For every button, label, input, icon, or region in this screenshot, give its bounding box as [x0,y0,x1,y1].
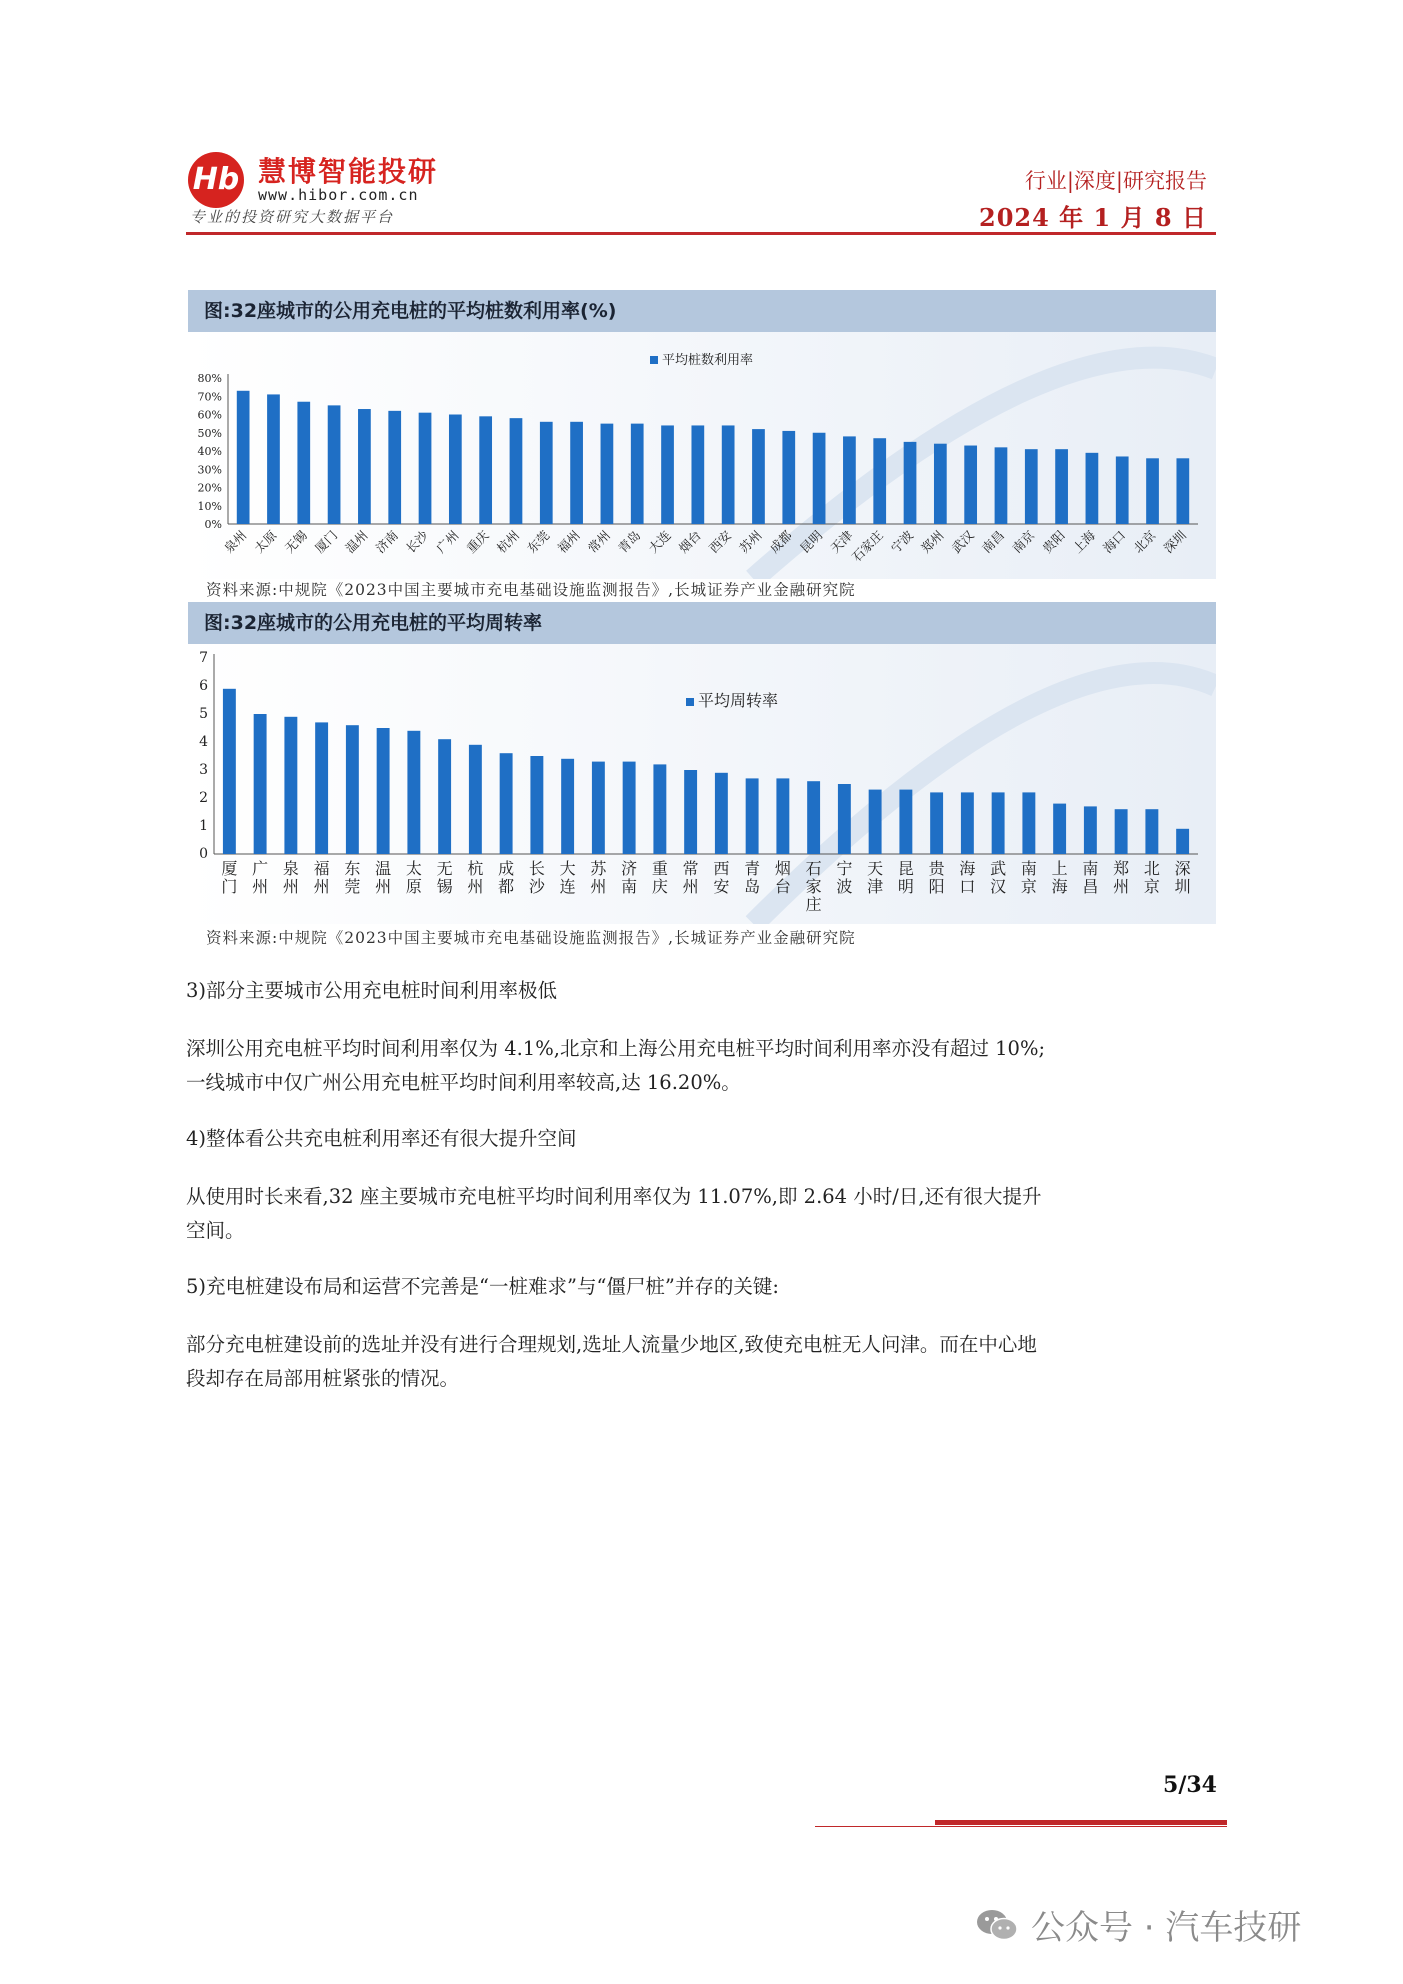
x-tick-label: 广 [252,859,269,878]
bar [653,764,666,854]
header-divider [186,232,1216,235]
x-tick-label: 重 [651,859,668,878]
x-tick-label: 泉 [282,859,299,878]
x-tick-label: 南 [1020,859,1037,878]
x-tick-label: 原 [405,877,422,896]
x-tick-label: 南 [1082,859,1099,878]
x-tick-label: 成都 [766,527,795,556]
x-tick-label: 长沙 [402,527,432,556]
x-tick-label: 太 [405,859,422,878]
wechat-icon [975,1907,1019,1943]
x-tick-label: 州 [313,877,330,896]
bar [661,425,674,524]
x-tick-label: 贵 [928,859,945,878]
x-tick-label: 庄 [805,895,822,914]
bar [746,778,759,854]
figure1-source: 资料来源:中规院《2023中国主要城市充电基础设施监测报告》,长城证券产业金融研究院 [206,581,856,599]
x-tick-label: 大 [559,859,576,878]
bar [722,425,735,524]
x-tick-label: 汉 [990,877,1007,896]
bar [1084,806,1097,854]
x-tick-label: 烟 [774,859,791,878]
x-tick-label: 贵阳 [1039,527,1068,556]
section3-line2: 一线城市中仅广州公用充电桩平均时间利用率较高,达 16.20%。 [186,1071,741,1094]
x-tick-label: 海 [959,859,976,878]
bar [223,689,236,854]
x-tick-label: 沙 [528,877,545,896]
x-tick-label: 青 [744,859,761,878]
x-tick-label: 京 [1020,877,1037,896]
bar [623,762,636,854]
x-tick-label: 阳 [928,877,945,896]
y-tick-label: 2 [199,790,208,806]
x-tick-label: 重庆 [463,527,492,556]
bar [469,745,482,854]
section4-line1: 从使用时长来看,32 座主要城市充电桩平均时间利用率仅为 11.07%,即 2.64 小时/日,还有很大提升 [186,1185,1042,1208]
bar [1176,458,1189,524]
bar [419,413,432,524]
x-tick-label: 南京 [1009,527,1038,556]
x-tick-label: 天 [867,859,884,878]
report-category: 行业|深度|研究报告 [1024,169,1207,193]
y-tick-label: 5 [199,706,208,722]
bar [358,409,371,524]
bar [346,725,359,854]
bar [254,714,267,854]
section5-heading: 5)充电桩建设布局和运营不完善是“一桩难求”与“僵尸桩”并存的关键: [186,1275,779,1298]
bar [479,416,492,524]
bar [510,418,523,524]
bar [407,731,420,854]
x-tick-label: 门 [221,877,238,896]
bar [869,790,882,854]
y-tick-label: 40% [197,445,222,458]
x-tick-label: 连 [559,877,576,896]
x-tick-label: 州 [682,877,699,896]
chart1-svg [188,332,1216,579]
y-tick-label: 7 [199,650,208,666]
x-tick-label: 大连 [645,527,674,556]
x-tick-label: 天津 [827,527,856,556]
bar [438,739,451,854]
bar [267,394,280,524]
x-tick-label: 泉州 [220,527,250,556]
logo-url: www.hibor.com.cn [258,186,419,204]
bar [776,778,789,854]
bar [934,444,947,524]
x-tick-label: 长 [528,859,545,878]
y-tick-label: 1 [199,818,208,834]
bar [631,424,644,524]
bar [530,756,543,854]
y-tick-label: 80% [197,372,222,385]
x-tick-label: 东 [344,859,361,878]
x-tick-label: 苏州 [736,527,765,556]
bar [684,770,697,854]
footer-rule [815,1826,1227,1827]
x-tick-label: 津 [867,877,884,896]
x-tick-label: 京 [1143,877,1160,896]
footer-rule-thick [935,1820,1227,1825]
x-tick-label: 州 [252,877,269,896]
figure1-chart [188,332,1216,579]
x-tick-label: 常 [682,859,699,878]
x-tick-label: 海 [1051,877,1068,896]
y-tick-label: 20% [197,481,222,495]
bar [449,415,462,525]
x-tick-label: 上 [1051,859,1068,878]
x-tick-label: 昆 [897,859,914,878]
x-tick-label: 圳 [1174,877,1191,896]
bar [388,411,401,524]
chart2-svg [188,644,1216,924]
y-tick-label: 0 [199,846,208,862]
section5-line1: 部分充电桩建设前的选址并没有进行合理规划,选址人流量少地区,致使充电桩无人问津。而在中心地 [186,1333,1037,1356]
logo-slogan: 专业的投资研究大数据平台 [190,208,395,226]
y-tick-label: 6 [199,678,208,694]
x-tick-label: 厦 [221,859,238,878]
watermark-text: 公众号 · 汽车技研 [1031,1908,1302,1948]
x-tick-label: 海口 [1100,527,1129,556]
bar [838,784,851,854]
x-tick-label: 青岛 [615,527,644,556]
page-number: 5/34 [1163,1772,1217,1798]
figure2-source: 资料来源:中规院《2023中国主要城市充电基础设施监测报告》,长城证券产业金融研究院 [206,929,856,947]
bar [1115,809,1128,854]
y-tick-label: 50% [197,426,222,440]
x-tick-label: 广州 [433,527,462,556]
bar [992,792,1005,854]
x-tick-label: 家 [805,877,822,896]
x-tick-label: 州 [375,877,392,896]
x-tick-label: 石 [805,859,822,878]
y-tick-label: 60% [197,408,222,422]
x-tick-label: 东莞 [524,527,553,556]
bar [873,438,886,524]
x-tick-label: 南昌 [978,527,1008,556]
bar [1086,453,1099,524]
bar [284,717,297,854]
x-tick-label: 温 [375,859,392,878]
bar [1116,456,1129,524]
bar [930,792,943,854]
x-tick-label: 西 [713,859,730,878]
bar [961,792,974,854]
x-tick-label: 岛 [744,877,761,896]
logo-name: 慧博智能投研 [258,155,439,188]
x-tick-label: 苏 [590,859,607,878]
x-tick-label: 州 [590,877,607,896]
bar [964,446,977,524]
bar [807,781,820,854]
hibor-logo-icon: Hb [188,152,244,208]
x-tick-label: 宁 [836,859,853,878]
x-tick-label: 深圳 [1160,527,1189,556]
section4-heading: 4)整体看公共充电桩利用率还有很大提升空间 [186,1127,577,1150]
legend-label: 平均桩数利用率 [662,353,754,368]
x-tick-label: 宁波 [887,527,917,556]
x-tick-label: 州 [282,877,299,896]
bar [377,728,390,854]
x-tick-label: 口 [959,877,976,896]
bar [1053,804,1066,854]
x-tick-label: 福 [313,859,330,878]
x-tick-label: 明 [897,877,914,896]
y-tick-label: 70% [197,390,222,404]
x-tick-label: 上海 [1069,527,1099,556]
x-tick-label: 州 [1113,877,1130,896]
bar [752,429,765,524]
figure1-caption: 图:32座城市的公用充电桩的平均桩数利用率(%) [188,290,1216,332]
legend-swatch [686,698,694,706]
bar [899,790,912,854]
report-date: 2024 年 1 月 8 日 [979,203,1207,232]
y-tick-label: 30% [197,463,222,477]
x-tick-label: 莞 [344,877,361,896]
watermark [975,1900,1301,1949]
bar [297,402,310,524]
x-tick-label: 昆明 [796,527,826,556]
x-tick-label: 深 [1174,859,1191,878]
x-tick-label: 福州 [554,527,583,556]
x-tick-label: 南 [621,877,638,896]
x-tick-label: 波 [836,877,853,896]
y-tick-label: 4 [199,734,208,750]
section3-line1: 深圳公用充电桩平均时间利用率仅为 4.1%,北京和上海公用充电桩平均时间利用率亦没有超过 10%; [186,1037,1046,1060]
x-tick-label: 济南 [372,527,401,556]
x-tick-label: 锡 [436,877,453,896]
bar [1025,449,1038,524]
x-tick-label: 常州 [584,527,614,556]
bar [1176,829,1189,854]
bar [782,431,795,524]
figure2-caption: 图:32座城市的公用充电桩的平均周转率 [188,602,1216,644]
bar [843,436,856,524]
x-tick-label: 济 [621,859,638,878]
x-tick-label: 安 [713,877,730,896]
x-tick-label: 温州 [342,527,371,556]
x-tick-label: 武 [990,859,1007,878]
bar [1055,449,1068,524]
section4-line2: 空间。 [186,1219,245,1242]
x-tick-label: 昌 [1082,877,1099,896]
bar [561,759,574,854]
bar [1146,458,1159,524]
x-tick-label: 成 [498,859,515,878]
legend-swatch [650,356,658,364]
y-tick-label: 0% [204,518,222,531]
y-tick-label: 10% [197,499,222,513]
x-tick-label: 郑州 [918,527,947,556]
x-tick-label: 州 [467,877,484,896]
x-tick-label: 北 [1143,859,1160,878]
bar [1145,809,1158,854]
bar [995,447,1008,524]
bar [570,422,583,524]
x-tick-label: 太原 [251,527,280,556]
x-tick-label: 北京 [1130,527,1159,556]
x-tick-label: 武汉 [948,527,977,556]
x-tick-label: 厦门 [311,527,341,556]
section5-line2: 段却存在局部用桩紧张的情况。 [186,1367,460,1390]
bar [691,425,704,524]
bar [904,442,917,524]
x-tick-label: 烟台 [675,527,704,556]
bar [1022,792,1035,854]
figure2-chart [188,644,1216,924]
x-tick-label: 石家庄 [848,527,886,565]
x-tick-label: 都 [498,877,515,896]
x-tick-label: 庆 [651,877,668,896]
x-tick-label: 台 [774,877,791,896]
bar [715,773,728,854]
legend-label: 平均周转率 [698,691,779,710]
x-tick-label: 郑 [1113,859,1130,878]
bar [813,433,826,524]
bar [328,405,341,524]
x-tick-label: 无锡 [281,527,310,556]
x-tick-label: 西安 [705,527,735,556]
bar [237,391,250,524]
bar [315,722,328,854]
y-tick-label: 3 [199,762,208,778]
x-tick-label: 无 [436,859,453,878]
bar [500,753,513,854]
bar [592,762,605,854]
section3-heading: 3)部分主要城市公用充电桩时间利用率极低 [186,979,558,1002]
bar [601,424,614,524]
bar [540,422,553,524]
x-tick-label: 杭 [467,859,484,878]
x-tick-label: 杭州 [493,527,523,556]
